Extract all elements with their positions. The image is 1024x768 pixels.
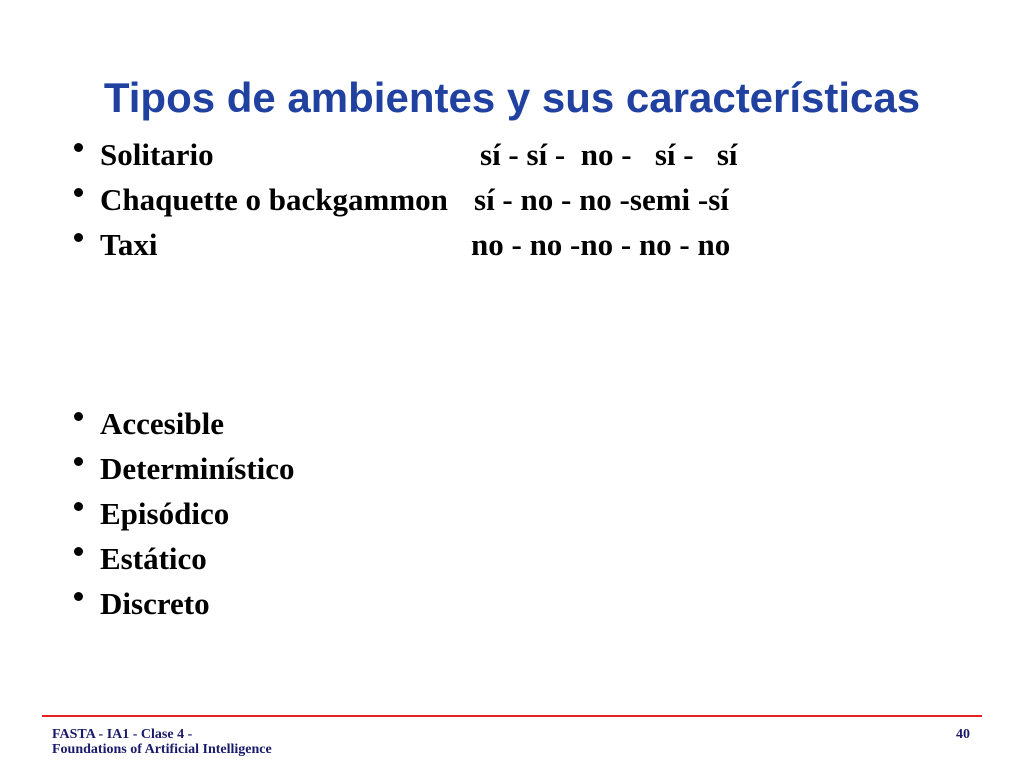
bullet-icon xyxy=(74,457,83,466)
environment-row xyxy=(0,177,1024,222)
environment-name: Chaquette o backgammon xyxy=(100,182,448,217)
environment-list xyxy=(0,132,1024,267)
property-list xyxy=(0,401,1024,626)
property-label: Discreto xyxy=(100,586,210,621)
environment-name: Solitario xyxy=(100,137,214,172)
bullet-icon xyxy=(74,233,83,242)
environment-row xyxy=(0,222,1024,267)
property-label: Estático xyxy=(100,541,207,576)
bullet-icon xyxy=(74,188,83,197)
environment-values: no - no -no - no - no xyxy=(471,227,731,262)
slide-title: Tipos de ambientes y sus características xyxy=(103,74,921,121)
footer-book-line: Foundations of Artificial Intelligence xyxy=(52,742,272,757)
footer-divider xyxy=(42,715,982,717)
bullet-icon xyxy=(74,547,83,556)
property-item xyxy=(0,446,1024,491)
property-label: Episódico xyxy=(100,496,230,531)
page-number: 40 xyxy=(956,727,970,742)
environment-name: Taxi xyxy=(100,227,158,262)
bullet-icon xyxy=(74,412,83,421)
footer-course-line: FASTA - IA1 - Clase 4 - xyxy=(52,727,193,742)
bullet-icon xyxy=(74,143,83,152)
property-label: Accesible xyxy=(100,406,224,441)
property-item xyxy=(0,401,1024,446)
environment-values: sí - no - no -semi -sí xyxy=(474,182,729,217)
property-item xyxy=(0,581,1024,626)
environment-row xyxy=(0,132,1024,177)
bullet-icon xyxy=(74,592,83,601)
property-label: Determinístico xyxy=(100,451,295,486)
property-item xyxy=(0,491,1024,536)
property-item xyxy=(0,536,1024,581)
footer-caption xyxy=(52,727,272,757)
environment-values: sí - sí - no - sí - sí xyxy=(480,137,738,172)
bullet-icon xyxy=(74,502,83,511)
